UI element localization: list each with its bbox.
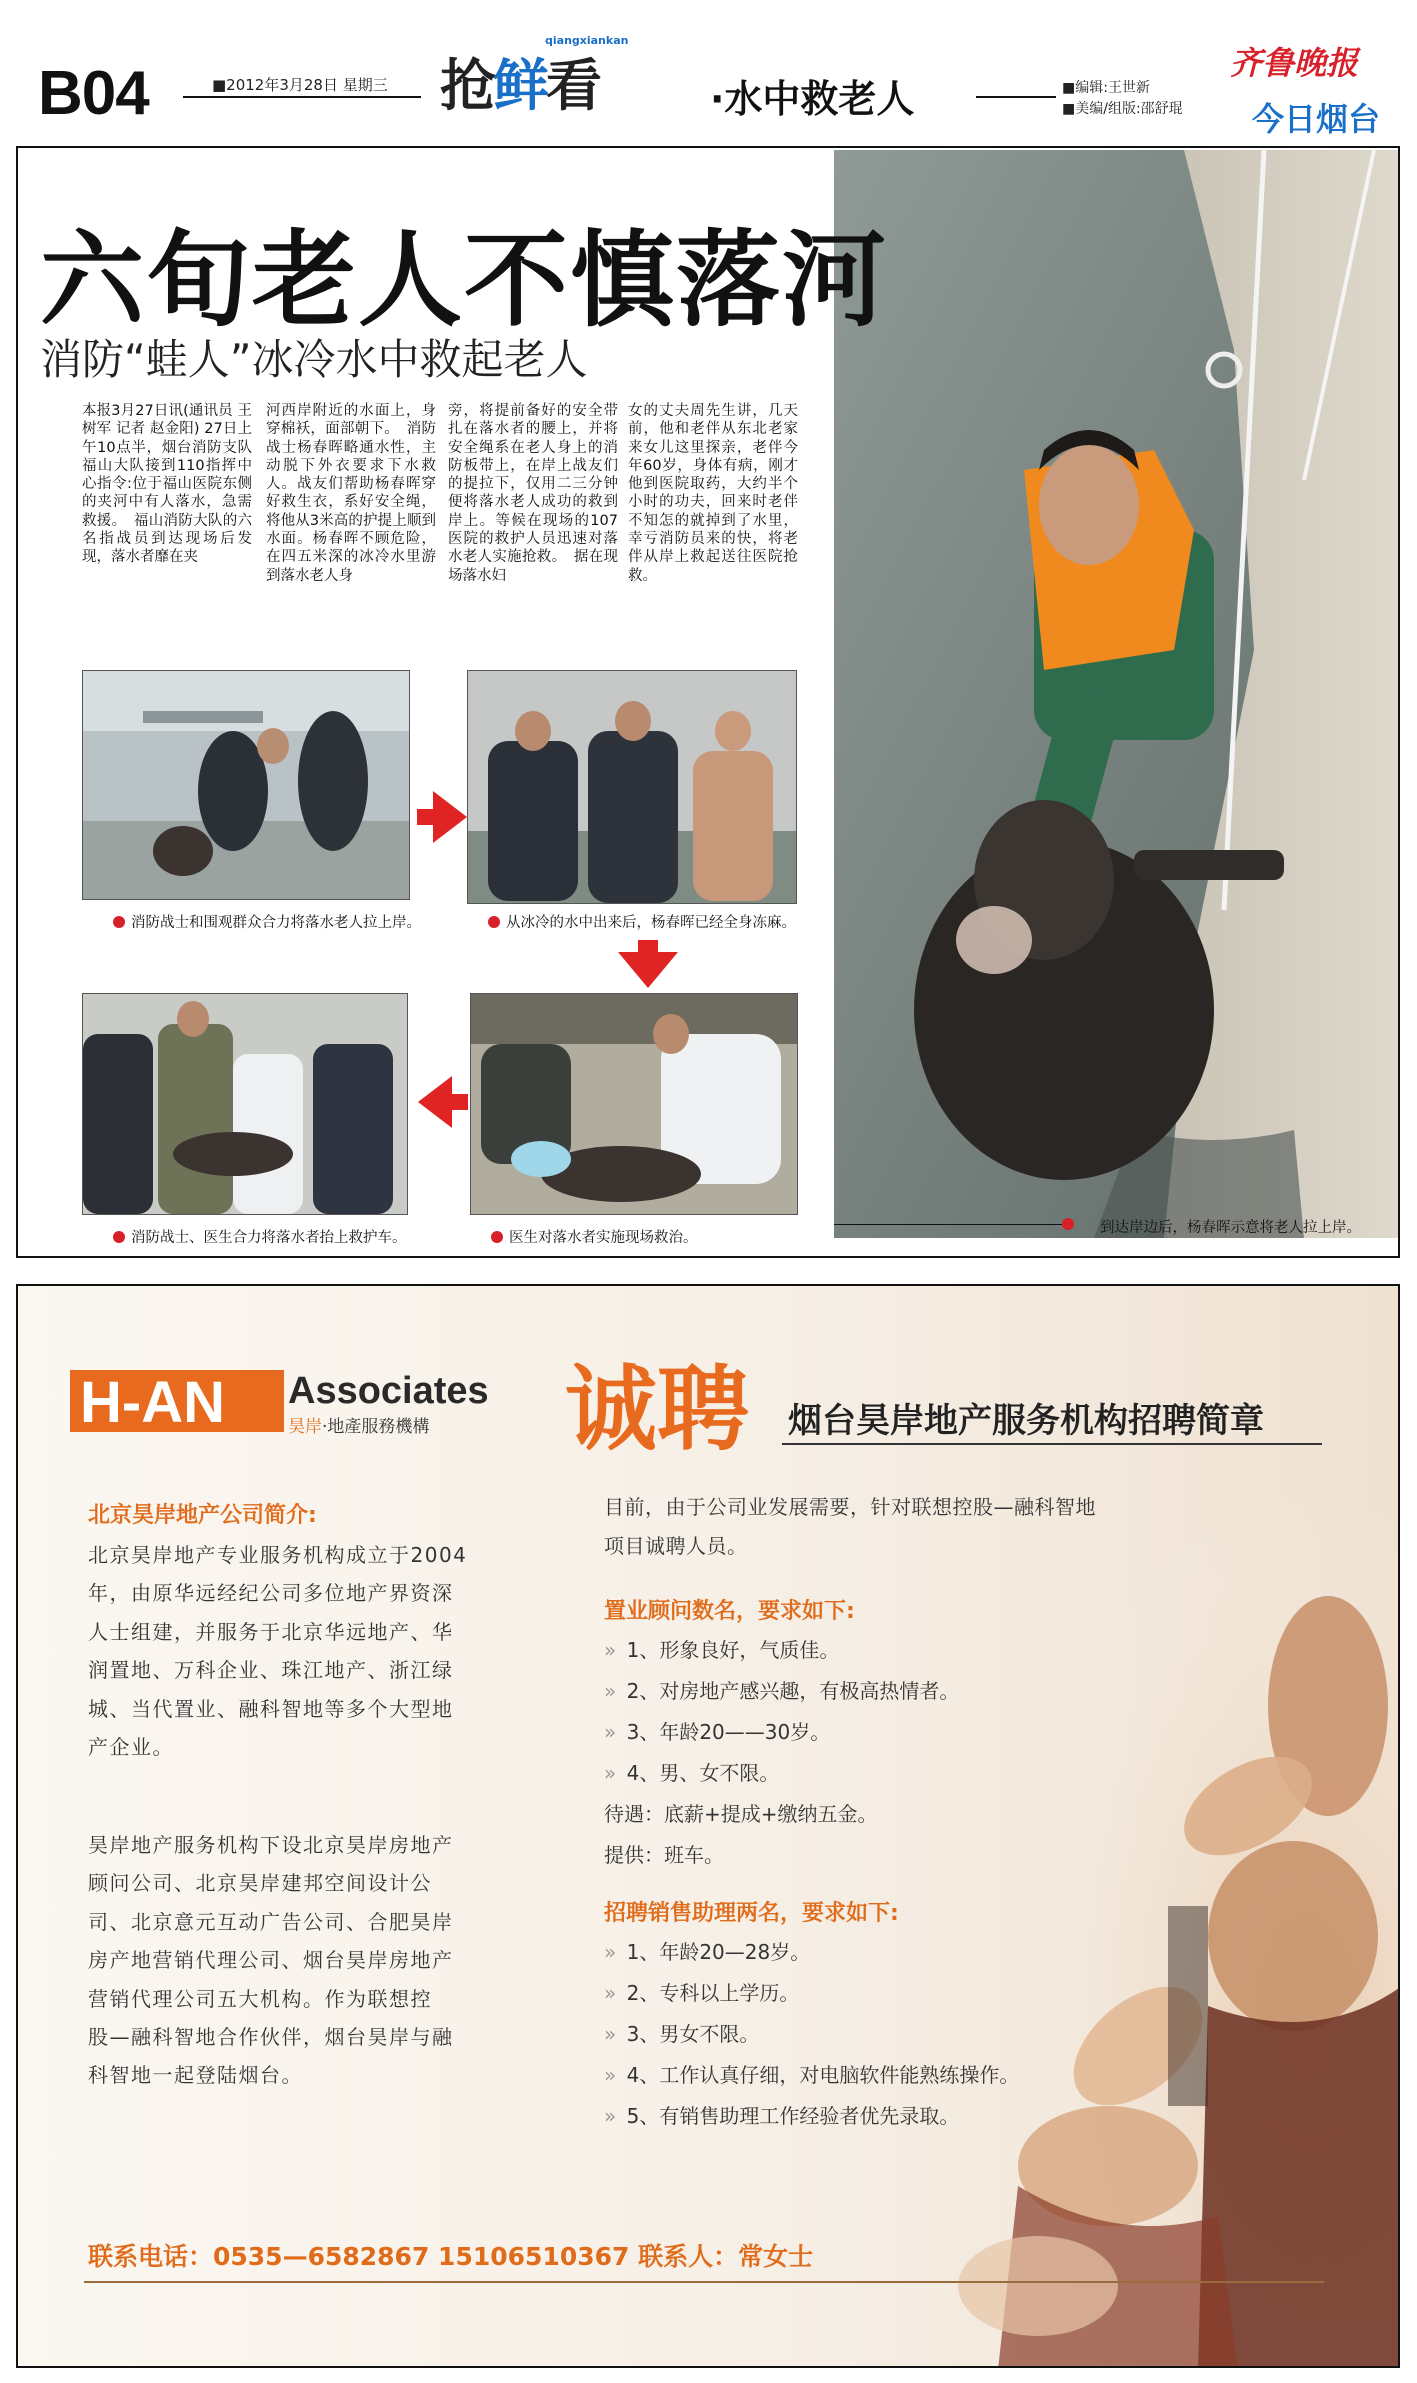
photo-carry-to-ambulance [82, 993, 408, 1215]
main-caption-rule [834, 1224, 1062, 1225]
requirement-text: 4、工作认真仔细，对电脑软件能熟练操作。 [626, 2063, 1020, 2087]
requirement-text: 4、男、女不限。 [626, 1761, 780, 1785]
consultant-requirements [604, 1634, 959, 1880]
arrow-left-icon [418, 1076, 452, 1128]
associates-sub-haoan: 昊岸 [288, 1417, 322, 1437]
ad-bottom-rule [84, 2281, 1324, 2283]
list-item [604, 2100, 1019, 2141]
recruit-intro [604, 1488, 1224, 1566]
list-item [604, 2059, 1019, 2100]
associates-sub-service: ·地產服務機構 [322, 1417, 430, 1437]
photo-2-illustration [468, 671, 796, 903]
photo-3-illustration [83, 994, 407, 1214]
article-column-1 [82, 402, 252, 567]
consultant-heading: 置业顾问数名，要求如下: [604, 1599, 855, 1624]
contact-info: 联系电话：0535—6582867 15106510367 联系人：常女士 [88, 2242, 814, 2271]
list-item [604, 2018, 1019, 2059]
editor-name: ■编辑:王世新 [1062, 80, 1150, 96]
photo-firefighters-pulling [82, 670, 410, 900]
list-item [604, 1977, 1019, 2018]
section-masthead [440, 42, 599, 122]
list-marker: » [604, 2104, 617, 2128]
list-item [604, 1936, 1019, 1977]
list-item [604, 1757, 959, 1798]
list-marker: » [604, 2022, 617, 2046]
intro-line: 年，由原华远经纪公司多位地产界资深 [88, 1581, 454, 1606]
intro-line: 城、当代置业、融科智地等多个大型地 [88, 1696, 454, 1721]
requirement-text: 1、年龄20—28岁。 [626, 1940, 811, 1964]
company-intro-paragraph-2 [88, 1826, 538, 2095]
han-logo-text: H-AN [80, 1370, 225, 1432]
list-marker: » [604, 1679, 617, 1703]
requirement-text: 5、有销售助理工作经验者优先录取。 [626, 2104, 960, 2128]
caption-photo-2: 从冰冷的水中出来后，杨春晖已经全身冻麻。 [506, 915, 796, 931]
associates-wordmark: Associates [288, 1370, 489, 1412]
list-marker: » [604, 1720, 617, 1744]
han-logo-mark [70, 1370, 284, 1432]
page-number: B04 [38, 59, 149, 128]
list-item [604, 1634, 959, 1675]
paper-logo: 齐鲁晚报 [1230, 44, 1359, 82]
header-rule-left [183, 96, 421, 98]
header-rule-right [976, 96, 1056, 98]
list-marker: » [604, 2063, 617, 2087]
list-marker: » [604, 1761, 617, 1785]
article-column-4 [628, 402, 798, 585]
requirement-text: 1、形象良好，气质佳。 [626, 1638, 840, 1662]
rescue-photo-illustration [834, 150, 1398, 1238]
issue-date: ■2012年3月28日 星期三 [212, 76, 388, 94]
intro-line: 人士组建，并服务于北京华远地产、华 [88, 1619, 454, 1644]
caption-bullet [1062, 1218, 1074, 1230]
recruit-intro-line: 项目诚聘人员。 [604, 1534, 748, 1558]
designer-name: ■美编/组版:邵舒琨 [1062, 101, 1183, 117]
caption-photo-3: 消防战士、医生合力将落水者抬上救护车。 [131, 1230, 407, 1246]
section-title: ·水中救老人 [710, 77, 915, 121]
photo-4-illustration [471, 994, 797, 1214]
list-item [604, 1716, 959, 1757]
caption-photo-4: 医生对落水者实施现场救治。 [509, 1230, 698, 1246]
provide-line: 提供：班车。 [604, 1843, 724, 1867]
article-subhead: 消防“蛙人”冰冷水中救起老人 [40, 335, 588, 384]
intro-line: 昊岸地产服务机构下设北京昊岸房地产 [88, 1833, 454, 1857]
arrow-down-icon [618, 952, 678, 988]
masthead-char-1: 抢 [440, 54, 493, 119]
benefits-line: 待遇：底薪+提成+缴纳五金。 [604, 1802, 878, 1826]
requirement-text: 2、专科以上学历。 [626, 1981, 800, 2005]
caption-bullet [113, 916, 125, 928]
company-intro-paragraph-1 [88, 1536, 538, 1766]
masthead-char-2: 鲜 [493, 54, 546, 119]
ad-title-rule [782, 1443, 1322, 1445]
list-item [604, 1675, 959, 1716]
photo-1-illustration [83, 671, 409, 899]
caption-bullet [488, 916, 500, 928]
article-text-4: 女的丈夫周先生讲，几天前，他和老伴从东北老家来女儿这里探亲，老伴今年60岁，身体有病，刚才他到医院取药，大约半个小时的功夫，回来时老伴不知怎的就掉到了水里，幸亏消防员来的快，将老伴从岸上救起送往医院抢救。 [628, 403, 798, 584]
intro-line: 营销代理公司五大机构。作为联想控 [88, 1986, 432, 2011]
ad-subtitle: 烟台昊岸地产服务机构招聘简章 [788, 1401, 1264, 1441]
requirement-text: 2、对房地产感兴趣，有极高热情者。 [626, 1679, 960, 1703]
masthead-char-3: 看 [546, 54, 599, 119]
caption-photo-1: 消防战士和围观群众合力将落水老人拉上岸。 [131, 915, 421, 931]
article-headline: 六旬老人不慎落河 [40, 219, 889, 341]
han-logo [70, 1370, 284, 1436]
intro-line: 润置地、万科企业、珠江地产、浙江绿 [88, 1658, 454, 1683]
list-marker: » [604, 1981, 617, 2005]
associates-subtitle [288, 1412, 429, 1437]
masthead-pinyin: qiangxiankan [545, 34, 629, 47]
article-text-3: 旁，将提前备好的安全带扎在落水者的腰上，并将安全绳系在老人身上的消防板带上，在岸上战友们的提拉下，仅用二三分钟便将落水老人成功的救到岸上。等候在现场的107医院的救护人员迅速对落水老人实施抢救。 据在现场落水妇 [448, 403, 618, 584]
intro-line: 产企业。 [88, 1735, 174, 1760]
caption-main-photo: 到达岸边后，杨春晖示意将老人拉上岸。 [1100, 1220, 1361, 1236]
intro-line: 股—融科智地合作伙伴，烟台昊岸与融 [88, 2025, 454, 2050]
intro-line: 顾问公司、北京昊岸建邦空间设计公 [88, 1871, 432, 1896]
intro-line: 北京昊岸地产专业服务机构成立于2004 [88, 1543, 468, 1567]
ad-big-title: 诚聘 [565, 1355, 750, 1463]
article-column-2 [266, 402, 436, 585]
article-text-1: 本报3月27日讯(通讯员 王树军 记者 赵金阳) 27日上午10点半，烟台消防支队福山大队接到110指挥中心指令:位于福山医院东侧的夹河中有人落水，急需救援。 福山消防大队的六名指战员到达现场后发现，落水者靡在夹 [82, 403, 252, 566]
article-column-3 [448, 402, 618, 585]
list-marker: » [604, 1638, 617, 1662]
arrow-left-shaft [450, 1094, 468, 1110]
main-rescue-photo [834, 150, 1398, 1238]
assistant-heading: 招聘销售助理两名，要求如下: [604, 1901, 899, 1926]
editor-credits [1062, 78, 1183, 120]
caption-bullet [491, 1231, 503, 1243]
edition-label: 今日烟台 [1252, 100, 1381, 138]
intro-line: 科智地一起登陆烟台。 [88, 2063, 303, 2088]
company-intro-heading: 北京昊岸地产公司简介: [88, 1503, 317, 1528]
photo-rescuer-frozen [467, 670, 797, 904]
requirement-text: 3、男女不限。 [626, 2022, 760, 2046]
photo-on-site-treatment [470, 993, 798, 1215]
recruit-intro-line: 目前，由于公司业发展需要，针对联想控股—融科智地 [604, 1495, 1096, 1519]
requirement-text: 3、年龄20——30岁。 [626, 1720, 831, 1744]
intro-line: 司、北京意元互动广告公司、合肥昊岸 [88, 1909, 454, 1934]
intro-line: 房产地营销代理公司、烟台昊岸房地产 [88, 1948, 454, 1973]
article-text-2: 河西岸附近的水面上，身穿棉袄，面部朝下。 消防战士杨春晖略通水性，主动脱下外衣要求下水救人。战友们帮助杨春晖穿好救生衣，系好安全绳，将他从3米高的护提上顺到水面。杨春晖不顾危险，在四五米深的冰冷水里游到落水老人身 [266, 403, 436, 584]
list-marker: » [604, 1940, 617, 1964]
assistant-requirements [604, 1936, 1019, 2141]
caption-bullet [113, 1231, 125, 1243]
arrow-right-icon [433, 791, 467, 843]
